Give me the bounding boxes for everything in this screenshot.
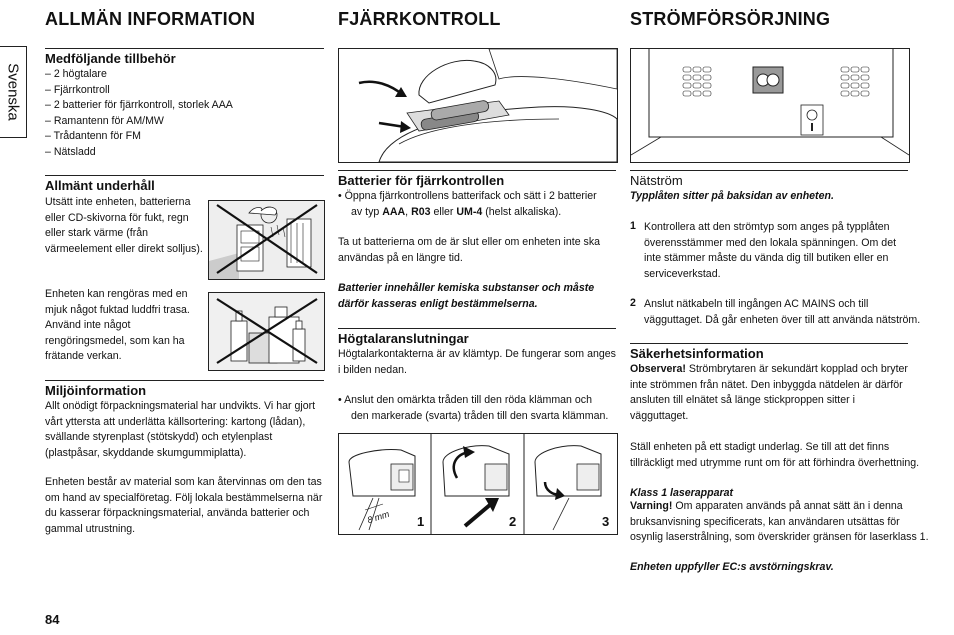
text-line: överensstämmer med den lokala spänningen. Om det xyxy=(644,236,897,249)
text-line: värmeelement eller direkt solljus). xyxy=(45,242,203,255)
rule-speakers xyxy=(338,328,616,329)
text-line: Högtalarkontakterna är av klämtyp. De fungerar som anges xyxy=(338,348,616,360)
battery-type-aaa: AAA xyxy=(382,205,406,218)
mains-step2 xyxy=(644,297,920,328)
text-line: eller CD-skivorna för fukt, regn xyxy=(45,211,189,224)
text-line: eller stark värme (från xyxy=(45,227,149,239)
speakers-bullet xyxy=(338,393,608,424)
step-1-number: 1 xyxy=(630,220,636,232)
speaker-connection-illustration xyxy=(338,433,618,535)
safety-title: Säkerhetsinformation xyxy=(630,346,764,361)
accessory-item: – 2 batterier för fjärrkontroll, storlek AAA xyxy=(45,99,233,111)
text-line: rengöringsmedel, som kan ha xyxy=(45,334,185,347)
text-line: • Öppna fjärrkontrollens batterifack och sätt i 2 batterier xyxy=(338,190,597,202)
text-line: i bilden nedan. xyxy=(338,363,407,376)
text-span: eller xyxy=(430,205,457,218)
environment-title: Miljöinformation xyxy=(45,383,147,398)
mains-title: Nätström xyxy=(630,173,683,188)
step-label-1: 1 xyxy=(417,514,425,529)
heading-allman-information: ALLMÄN INFORMATION xyxy=(45,9,256,29)
text-line: Batterier innehåller kemiska substanser och måste xyxy=(338,282,595,294)
text-line: Ställ enheten på ett stadigt underlag. Se till att det finns xyxy=(630,441,890,453)
text-line: du kasserar förpackningsmaterial, använda batterier och xyxy=(45,507,310,519)
rear-panel-drawing xyxy=(631,49,909,162)
rear-panel-illustration xyxy=(630,48,910,163)
text-span: (helst alkaliska). xyxy=(482,205,562,218)
text-span: Om apparaten används på annat sätt än i denna xyxy=(672,500,903,512)
environment-para1 xyxy=(45,399,315,461)
text-line xyxy=(630,362,908,378)
no-cleaning-agents-drawing xyxy=(209,293,324,370)
remote-battery-illustration xyxy=(338,48,618,163)
text-line: Ta ut batterierna om de är slut eller om enheten inte ska xyxy=(338,236,601,248)
batteries-title: Batterier för fjärrkontrollen xyxy=(338,173,505,188)
text-line xyxy=(630,499,929,515)
laser-class-title: Klass 1 laserapparat xyxy=(630,487,734,499)
maintenance-para2 xyxy=(45,287,190,365)
step-label-2: 2 xyxy=(509,514,517,529)
batteries-para xyxy=(338,235,600,266)
mains-subtitle: Typplåten sitter på baksidan av enheten. xyxy=(630,190,834,202)
no-heat-moisture-illustration xyxy=(208,200,325,280)
speakers-para xyxy=(338,347,616,378)
accessory-item: – Ramantenn för AM/MW xyxy=(45,114,164,127)
rule-environment xyxy=(45,380,324,381)
observe-label: Observera! xyxy=(630,363,686,375)
text-line: Enheten kan rengöras med en xyxy=(45,288,188,300)
text-line: vårt yttersta att underlätta källsortering: kartong (lådan), xyxy=(45,415,306,428)
mains-step1 xyxy=(644,220,896,282)
text-line: gammal utrustning. xyxy=(45,522,136,535)
text-line xyxy=(338,205,597,221)
text-line: svällande styrenplast (stötskydd) och etylenplast xyxy=(45,431,273,443)
text-line: mjuk något fuktad luddfri trasa. xyxy=(45,303,190,316)
text-line: användas på en längre tid. xyxy=(338,251,463,264)
text-line: frätande verkan. xyxy=(45,350,122,362)
page-number: 84 xyxy=(45,612,60,627)
accessory-item: – 2 högtalare xyxy=(45,68,107,80)
accessory-item: – Fjärrkontroll xyxy=(45,83,110,96)
rule-batteries xyxy=(338,170,616,171)
text-line: (plastpåsar, skyddande skumgummiplatta). xyxy=(45,446,247,459)
step-2-number: 2 xyxy=(630,297,636,309)
no-cleaning-agents-illustration xyxy=(208,292,325,371)
text-line: den markerade (svarta) tråden till den svarta klämman. xyxy=(351,409,609,422)
laser-warning xyxy=(630,499,929,546)
text-line: Kontrollera att den strömtyp som anges på typplåten xyxy=(644,221,890,233)
accessories-title: Medföljande tillbehör xyxy=(45,51,176,66)
rule-maintenance xyxy=(45,175,324,176)
text-line: osynlig laserstrålning, som överskrider gränsen för laserklass 1. xyxy=(630,531,929,543)
accessory-item: – Trådantenn för FM xyxy=(45,130,141,142)
text-span: av typ xyxy=(351,205,383,218)
text-line: serviceverkstad. xyxy=(644,267,721,280)
speakers-title: Högtalaranslutningar xyxy=(338,331,469,346)
text-line: ansluten till elnätet så länge stickproppen sitter i xyxy=(630,394,855,406)
language-tab xyxy=(0,46,27,138)
safety-para2 xyxy=(630,440,919,471)
text-line: Använd inte något xyxy=(45,319,131,331)
text-span: , xyxy=(405,205,412,218)
maintenance-para1 xyxy=(45,195,203,257)
heading-stromforsorjning: STRÖMFÖRSÖRJNING xyxy=(630,9,831,29)
rule-accessories xyxy=(45,48,324,49)
text-line: vägguttaget. xyxy=(630,409,689,422)
text-line: Allt onödigt förpackningsmaterial har undvikts. Vi har gjort xyxy=(45,400,316,412)
text-line: därför kasseras enligt bestämmelserna. xyxy=(338,297,538,310)
accessories-list xyxy=(45,67,233,160)
text-line: Anslut nätkabeln till ingången AC MAINS och till xyxy=(644,298,869,310)
language-tab-label: Svenska xyxy=(4,63,22,121)
battery-type-um4: UM-4 xyxy=(456,205,483,218)
text-line: inte stämmer måste du vända dig till butiken eller en xyxy=(644,252,889,264)
step-label-3: 3 xyxy=(602,514,610,529)
text-line: vägguttaget. Då går enheten över till att använda nätström. xyxy=(644,313,921,326)
safety-observe xyxy=(630,362,908,424)
rule-mains xyxy=(630,170,908,171)
no-heat-moisture-drawing xyxy=(209,201,324,279)
text-line: om hand av specialföretag. Följ lokala bestämmelserna när xyxy=(45,491,323,504)
rule-safety xyxy=(630,343,908,344)
warning-label: Varning! xyxy=(630,500,673,512)
text-line: tillräckligt med utrymme runt om för att förhindra överhettning. xyxy=(630,456,920,469)
text-line: • Anslut den omärkta tråden till den röda klämman och xyxy=(338,394,592,406)
accessory-item: – Nätsladd xyxy=(45,145,96,158)
text-line: Utsätt inte enheten, batterierna xyxy=(45,196,191,208)
maintenance-title: Allmänt underhåll xyxy=(45,178,155,193)
heading-fjarrkontroll: FJÄRRKONTROLL xyxy=(338,9,501,29)
batteries-warning xyxy=(338,281,594,312)
battery-type-r03: R03 xyxy=(411,205,431,218)
wire-strip-length-label: 8 mm xyxy=(366,508,391,526)
remote-battery-drawing xyxy=(339,49,617,162)
text-line: Enheten består av material som kan återvinnas om den tas xyxy=(45,476,322,488)
text-line: bruksanvisning specificerats, kan användaren utsättas för xyxy=(630,515,900,528)
environment-para2 xyxy=(45,475,322,537)
batteries-bullet xyxy=(338,189,597,220)
text-span: Strömbrytaren är sekundärt kopplad och bryter xyxy=(685,363,908,375)
ec-compliance: Enheten uppfyller EC:s avstörningskrav. xyxy=(630,561,834,573)
text-line: inte strömmen från nätet. Den inbyggda nätdelen är därför xyxy=(630,378,903,391)
